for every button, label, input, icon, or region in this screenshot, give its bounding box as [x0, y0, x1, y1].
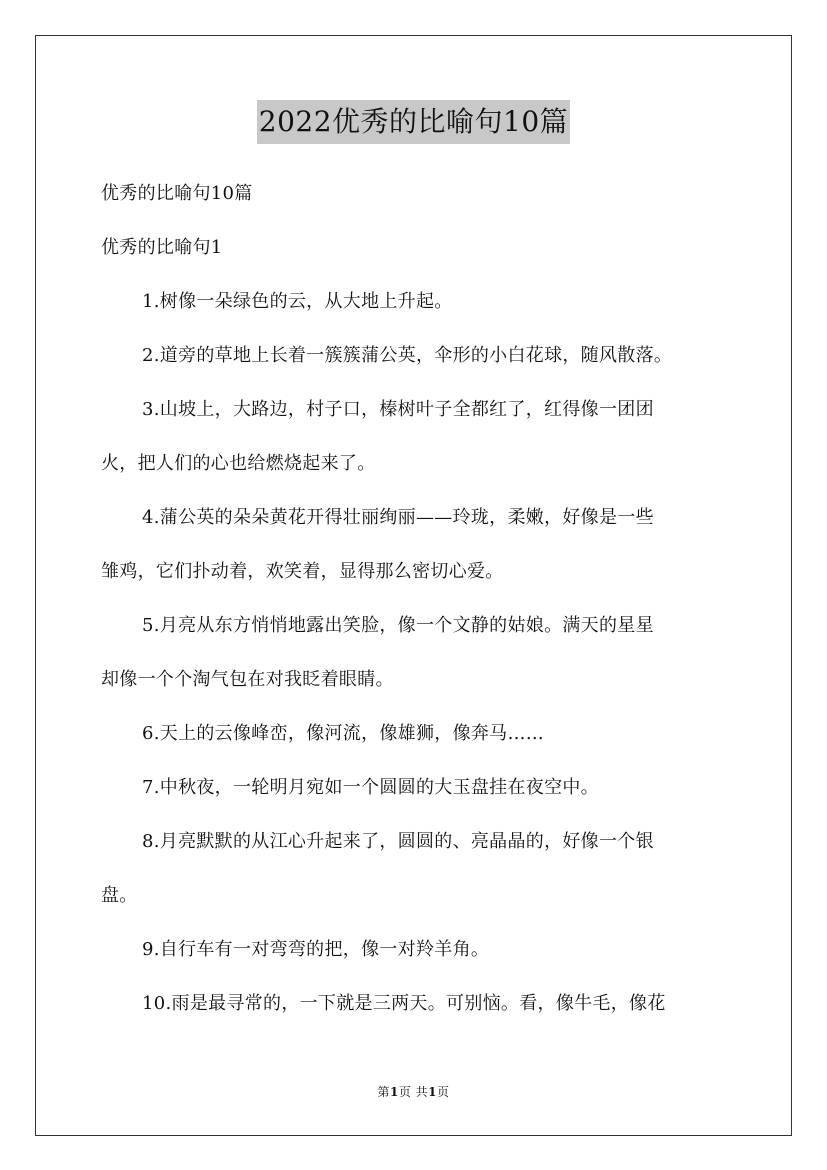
footer-page-suffix: 页: [437, 1085, 450, 1099]
heading-section: 优秀的比喻句1: [101, 237, 223, 258]
text-line: 火，把人们的心也给燃烧起来了。: [101, 453, 376, 474]
text-line: 10.雨是最寻常的，一下就是三两天。可别恼。看，像牛毛，像花: [142, 993, 666, 1014]
text-line: 5.月亮从东方悄悄地露出笑脸，像一个文静的姑娘。满天的星星: [142, 615, 654, 636]
heading-main: 优秀的比喻句10篇: [101, 183, 253, 204]
footer-total-pages: 1: [428, 1085, 438, 1099]
document-title: 2022优秀的比喻句10篇: [257, 100, 570, 144]
text-line: 盘。: [101, 885, 138, 906]
text-line: 3.山坡上，大路边，村子口，榛树叶子全都红了，红得像一团团: [142, 399, 654, 420]
text-line: 7.中秋夜，一轮明月宛如一个圆圆的大玉盘挂在夜空中。: [142, 777, 599, 798]
page-footer: [0, 1083, 827, 1100]
title-container: [0, 100, 827, 144]
footer-page-prefix: 第: [377, 1085, 390, 1099]
text-line: 4.蒲公英的朵朵黄花开得壮丽绚丽——玲珑，柔嫩，好像是一些: [142, 507, 654, 528]
text-line: 1.树像一朵绿色的云，从大地上升起。: [142, 291, 453, 312]
footer-page-mid: 页 共: [398, 1085, 429, 1099]
text-line: 却像一个个淘气包在对我眨着眼睛。: [101, 669, 394, 690]
footer-page-number: 1: [389, 1085, 399, 1099]
text-line: 9.自行车有一对弯弯的把，像一对羚羊角。: [142, 939, 490, 960]
text-line: 2.道旁的草地上长着一簇簇蒲公英，伞形的小白花球，随风散落。: [142, 345, 673, 366]
text-line: 8.月亮默默的从江心升起来了，圆圆的、亮晶晶的，好像一个银: [142, 831, 654, 852]
text-line: 雏鸡，它们扑动着，欢笑着，显得那么密切心爱。: [101, 561, 504, 582]
text-line: 6.天上的云像峰峦，像河流，像雄狮，像奔马……: [142, 723, 545, 744]
